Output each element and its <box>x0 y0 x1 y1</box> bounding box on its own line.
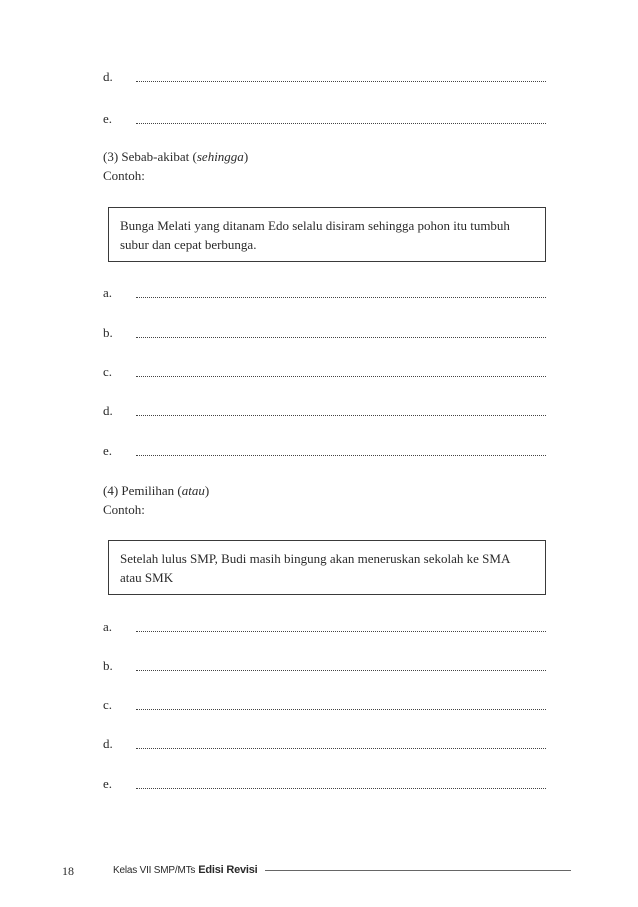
dotted-answer-line <box>136 748 546 749</box>
answer-line-3a <box>103 285 546 301</box>
dotted-answer-line <box>136 709 546 710</box>
answer-line-4e <box>103 776 546 792</box>
dotted-answer-line <box>136 415 546 416</box>
dotted-answer-line <box>136 788 546 789</box>
dotted-answer-line <box>136 297 546 298</box>
answer-letter: e. <box>103 776 113 791</box>
answer-line-3c <box>103 364 546 380</box>
answer-letter: d. <box>103 736 113 751</box>
heading-text: (4) Pemilihan ( <box>103 483 182 498</box>
answer-line-2e <box>103 111 546 127</box>
answer-letter: e. <box>103 443 113 458</box>
answer-line-3e <box>103 443 546 459</box>
dotted-answer-line <box>136 376 546 377</box>
heading-text-end: ) <box>243 149 249 164</box>
section-4-example-box <box>108 540 546 595</box>
answer-line-3d <box>103 403 546 419</box>
answer-letter: d. <box>103 403 113 418</box>
heading-conjunction: sehingga <box>196 149 244 164</box>
answer-letter: a. <box>103 285 113 300</box>
answer-line-4c <box>103 697 546 713</box>
book-title: Kelas VII SMP/MTs <box>113 865 196 876</box>
example-text: Bunga Melati yang ditanam Edo selalu disiram sehingga pohon itu tumbuh subur dan cepat berbunga. <box>120 218 510 252</box>
answer-letter: b. <box>103 325 113 340</box>
answer-letter: b. <box>103 658 113 673</box>
dotted-answer-line <box>136 123 546 124</box>
answer-line-4b <box>103 658 546 674</box>
page-number: 18 <box>62 864 74 878</box>
answer-line-3b <box>103 325 546 341</box>
heading-text-end: ) <box>204 483 210 498</box>
heading-text: (3) Sebab-akibat ( <box>103 149 197 164</box>
dotted-answer-line <box>136 455 546 456</box>
dotted-answer-line <box>136 81 546 82</box>
section-3-heading <box>103 148 248 166</box>
section-4-example-label: Contoh: <box>103 502 145 517</box>
footer-book-title <box>113 864 258 876</box>
section-3-example-box <box>108 207 546 262</box>
section-3-example-label: Contoh: <box>103 168 145 183</box>
heading-conjunction: atau <box>181 483 205 498</box>
answer-letter: e. <box>103 111 113 126</box>
answer-line-4d <box>103 736 546 752</box>
section-4-heading <box>103 482 209 500</box>
answer-line-4a <box>103 619 546 635</box>
answer-letter: c. <box>103 364 113 379</box>
answer-letter: a. <box>103 619 113 634</box>
answer-letter: c. <box>103 697 113 712</box>
dotted-answer-line <box>136 670 546 671</box>
answer-line-2d <box>103 69 546 85</box>
dotted-answer-line <box>136 337 546 338</box>
dotted-answer-line <box>136 631 546 632</box>
footer-rule <box>265 870 571 871</box>
edition-label: Edisi Revisi <box>198 864 258 876</box>
example-text: Setelah lulus SMP, Budi masih bingung akan meneruskan sekolah ke SMA atau SMK <box>120 551 510 585</box>
answer-letter: d. <box>103 69 113 84</box>
